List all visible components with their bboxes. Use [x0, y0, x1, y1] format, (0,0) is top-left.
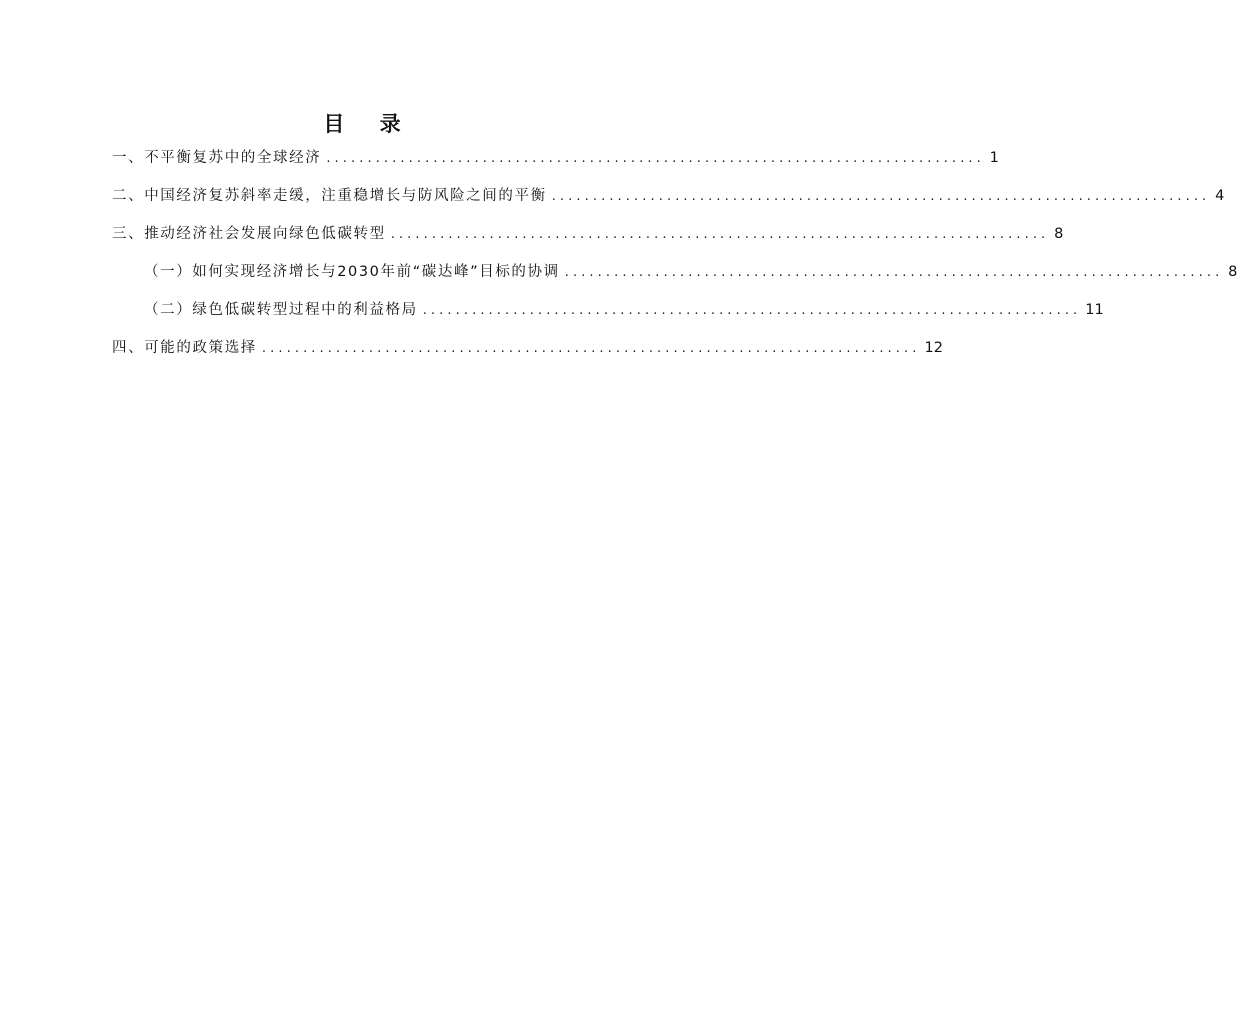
- toc-entry-text: 三、推动经济社会发展向绿色低碳转型: [112, 226, 386, 242]
- toc-entry-text: 二、中国经济复苏斜率走缓，注重稳增长与防风险之间的平衡: [112, 188, 547, 204]
- toc-entry-text: （一）如何实现经济增长与2030年前“碳达峰”目标的协调: [144, 264, 560, 280]
- toc-page-number: 8: [1228, 264, 1237, 280]
- toc-title: 目 录: [323, 112, 415, 136]
- toc-entry-text: （二）绿色低碳转型过程中的利益格局: [144, 302, 418, 318]
- table-of-contents: [112, 147, 1237, 375]
- toc-entry-china-economy[interactable]: [112, 185, 1225, 208]
- toc-leader-dots: ................................................................................: [261, 341, 921, 356]
- toc-entry-text: 一、不平衡复苏中的全球经济: [112, 150, 322, 166]
- toc-entry-green-transition[interactable]: [112, 223, 1064, 246]
- toc-entry-text: 四、可能的政策选择: [112, 340, 257, 356]
- toc-leader-dots: ................................................................................: [564, 265, 1224, 280]
- toc-page-number: 11: [1085, 302, 1104, 318]
- toc-leader-dots: ................................................................................: [390, 227, 1050, 242]
- toc-leader-dots: ................................................................................: [422, 303, 1082, 318]
- toc-page-number: 1: [989, 150, 999, 166]
- toc-leader-dots: ................................................................................: [326, 151, 985, 166]
- toc-page-number: 4: [1215, 188, 1225, 204]
- toc-entry-policy-options[interactable]: [112, 337, 943, 360]
- toc-entry-carbon-peak[interactable]: [112, 261, 1237, 284]
- toc-page-number: 12: [924, 340, 943, 356]
- toc-leader-dots: ................................................................................: [551, 189, 1211, 204]
- toc-entry-interest-pattern[interactable]: [112, 299, 1104, 322]
- toc-entry-global-economy[interactable]: [112, 147, 999, 170]
- toc-page-number: 8: [1054, 226, 1064, 242]
